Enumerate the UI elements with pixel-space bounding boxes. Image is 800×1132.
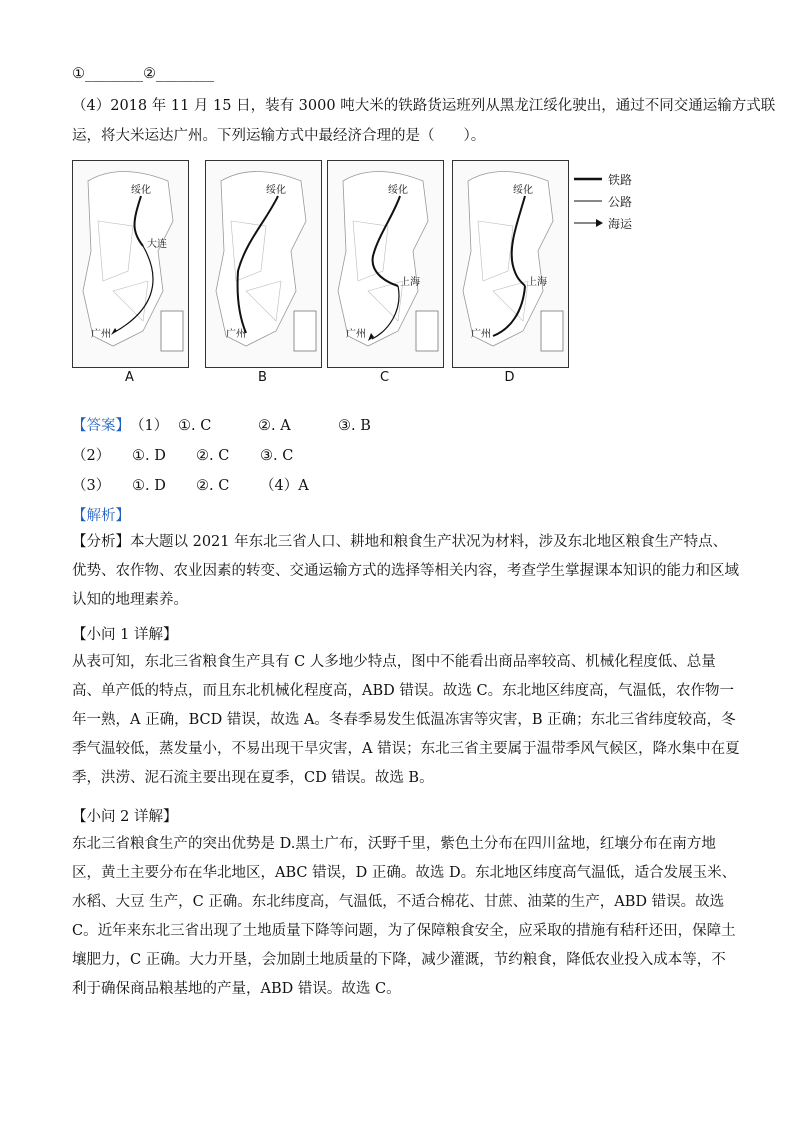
answer-1-2: ②. A xyxy=(258,418,291,434)
answer-4: （4）A xyxy=(260,478,309,494)
map-legend xyxy=(572,168,712,234)
map-a-city-dalian: 大连 xyxy=(147,239,167,250)
map-b xyxy=(205,160,322,368)
map-d-city-guangzhou: 广州 xyxy=(471,329,491,340)
sea-arrow-icon xyxy=(572,217,604,229)
map-a xyxy=(72,160,189,368)
route-maps xyxy=(72,160,712,386)
map-a-city-suihua: 绥化 xyxy=(131,185,151,196)
answer-1-num: （1） xyxy=(130,418,169,434)
map-c-city-shanghai: 上海 xyxy=(400,277,420,288)
answer-row-1 xyxy=(72,414,371,435)
map-c-city-suihua: 绥化 xyxy=(388,185,408,196)
map-c-label: C xyxy=(379,370,390,385)
map-d-city-suihua: 绥化 xyxy=(513,185,533,196)
legend-road-label: 公路 xyxy=(608,194,633,209)
answer-2-3: ③. C xyxy=(260,448,294,464)
map-d-svg xyxy=(453,161,568,367)
map-b-label: B xyxy=(258,370,267,385)
map-c-svg xyxy=(328,161,443,367)
answer-row-3 xyxy=(72,474,309,495)
map-c-city-guangzhou: 广州 xyxy=(346,329,366,340)
answer-blank-line: ①________②________ xyxy=(72,66,214,82)
map-d-label: D xyxy=(504,370,515,385)
answer-3-2: ②. C xyxy=(196,478,230,494)
legend-rail xyxy=(572,168,712,190)
answer-2-num: （2） xyxy=(72,448,111,464)
q2-heading: 【小问 2 详解】 xyxy=(72,809,178,825)
answer-tag: 【答案】 xyxy=(72,418,130,434)
question-4-line-1: （4）2018 年 11 月 15 日，装有 3000 吨大米的铁路货运班列从黑龙江绥化驶出，通过不同交通运输方式联 xyxy=(72,98,776,114)
answer-3-num: （3） xyxy=(72,478,111,494)
analysis-overview: 【分析】本大题以 2021 年东北三省人口、耕地和粮食生产状况为材料，涉及东北地区粮食生产特点、优势、农作物、农业因素的转变、交通运输方式的选择等相关内容，考查学生掌握课本知识的能力和区域认知的地理素养。 xyxy=(72,534,739,608)
q1-heading: 【小问 1 详解】 xyxy=(72,627,178,643)
legend-sea-label: 海运 xyxy=(608,216,633,231)
legend-sea xyxy=(572,212,712,234)
analysis-tag: 【解析】 xyxy=(72,508,130,524)
map-b-city-guangzhou: 广州 xyxy=(226,329,246,340)
q2-explanation: 东北三省粮食生产的突出优势是 D.黑土广布，沃野千里，紫色土分布在四川盆地，红壤分布在南方地区，黄土主要分布在华北地区，ABC 错误，D 正确。故选 D。东北地区纬度高气温低，适合发展玉米、水稻、大豆 生产，C 正确。东北纬度高，气温低，不适合棉花、甘蔗、油菜的生产，ABD 错误。故选 C。近年来东北三省出现了土地质量下降等问题，为了保障粮食安全，应采取的措施有秸秆还田，保障土壤肥力，C 正确。大力开垦，会加剧土地质量的下降，减少灌溉，节约粮食，降低农业投入成本等，不利于确保商品粮基地的产量，ABD 错误。故选 C。 xyxy=(72,836,737,997)
map-a-city-guangzhou: 广州 xyxy=(91,329,111,340)
q1-explanation: 从表可知，东北三省粮食生产具有 C 人多地少特点，图中不能看出商品率较高、机械化程度低、总量高、单产低的特点，而且东北机械化程度高，ABD 错误。故选 C。东北地区纬度高，气温低，农作物一年一熟，A 正确，BCD 错误，故选 A。冬春季易发生低温冻害等灾害，B 正确；东北三省纬度较高，冬季气温较低，蒸发量小，不易出现干旱灾害，A 错误；东北三省主要属于温带季风气候区，降水集中在夏季，洪涝、泥石流主要出现在夏季，CD 错误。故选 B。 xyxy=(72,654,740,786)
map-c xyxy=(327,160,444,368)
answer-2-1: ①. D xyxy=(132,448,166,464)
map-a-svg xyxy=(73,161,188,367)
answer-row-2 xyxy=(72,444,293,465)
rail-line-icon xyxy=(572,173,604,185)
map-b-city-suihua: 绥化 xyxy=(266,185,286,196)
map-a-label: A xyxy=(125,370,134,385)
question-4-line-2: 运，将大米运达广州。下列运输方式中最经济合理的是（ ）。 xyxy=(72,128,486,144)
answer-2-2: ②. C xyxy=(196,448,230,464)
map-d-city-shanghai: 上海 xyxy=(527,277,547,288)
map-d xyxy=(452,160,569,368)
answer-3-1: ①. D xyxy=(132,478,166,494)
legend-rail-label: 铁路 xyxy=(608,172,633,187)
answer-1-1: ①. C xyxy=(178,418,212,434)
legend-road xyxy=(572,190,712,212)
road-line-icon xyxy=(572,195,604,207)
answer-1-3: ③. B xyxy=(338,418,371,434)
map-b-svg xyxy=(206,161,321,367)
